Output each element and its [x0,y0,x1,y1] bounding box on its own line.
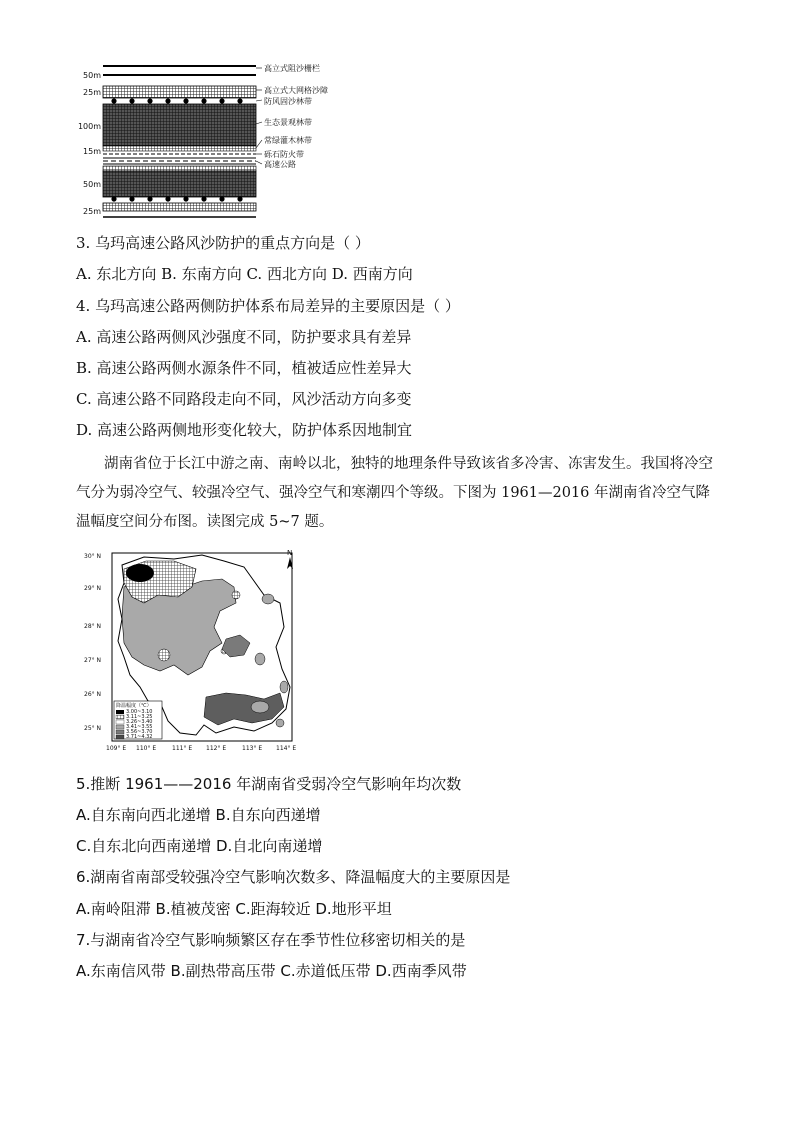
question-3-stem: 3. 乌玛高速公路风沙防护的重点方向是（ ） [76,234,370,252]
intro-paragraph: 湖南省位于长江中游之南、南岭以北，独特的地理条件导致该省多冷害、冻害发生。我国将冷空气分为弱冷空气、较强冷空气、强冷空气和寒潮四个等级。下图为 1961—2016 年湖南省冷空气降温幅度空间分布图。读图完成 5~7 题。 [76,456,713,530]
question-7-stem: 7.与湖南省冷空气影响频繁区存在季节性位移密切相关的是 [76,931,466,949]
band-label: 常绿灌木林带 [264,136,312,145]
hunan-cooling-map [84,547,306,757]
lon-label: 110° E [136,745,157,752]
legend-item: 3.41~3.55 [126,724,153,730]
lon-label: 114° E [276,745,297,752]
lat-label: 27° N [84,657,102,664]
question-4-option: B. 高速公路两侧水源条件不同，植被适应性差异大 [76,359,412,377]
band-label: 高立式阻沙栅栏 [264,64,320,73]
question-4-option: C. 高速公路不同路段走向不同，风沙活动方向多变 [76,390,412,408]
lat-label: 26° N [84,691,102,698]
band-label: 高立式大网格沙障 [264,86,328,95]
band-label: 生态景观林带 [264,118,312,127]
question-5-option: A.自东南向西北递增 B.自东向西递增 [76,806,321,824]
question-5-option: C.自东北向西南递增 D.自北向南递增 [76,837,323,855]
width-label: 15m [83,147,101,156]
question-3-options: A. 东北方向 B. 东南方向 C. 西北方向 D. 西南方向 [76,265,413,283]
legend-item: 3.11~3.25 [126,714,153,720]
question-4-stem: 4. 乌玛高速公路两侧防护体系布局差异的主要原因是（ ） [76,297,460,315]
band-label: 高速公路 [264,160,296,169]
lon-label: 112° E [206,745,227,752]
width-label: 25m [83,88,101,97]
protection-system-diagram [76,58,366,223]
lon-label: 111° E [172,745,193,752]
band-label: 防风固沙林带 [264,97,312,106]
question-6-stem: 6.湖南省南部受较强冷空气影响次数多、降温幅度大的主要原因是 [76,868,511,886]
legend-item: 3.71~4.32 [126,734,153,740]
lat-label: 25° N [84,725,102,732]
width-label: 50m [83,71,101,80]
question-6-options: A.南岭阻滞 B.植被茂密 C.距海较近 D.地形平坦 [76,900,392,918]
question-7-options: A.东南信风带 B.副热带高压带 C.赤道低压带 D.西南季风带 [76,962,467,980]
legend-item: 3.00~3.10 [126,709,153,715]
width-label: 100m [77,122,101,131]
lat-label: 30° N [84,553,102,560]
tree-dots-top [111,98,242,103]
question-4-option: A. 高速公路两侧风沙强度不同，防护要求具有差异 [76,328,412,346]
band-label: 砾石防火带 [264,150,304,159]
hunan-map-svg [84,547,306,757]
north-arrow-icon: N [287,549,293,557]
lon-label: 109° E [106,745,127,752]
legend-item: 3.56~3.70 [126,729,153,735]
legend-title: 降温幅度（℃） [116,703,152,709]
question-4-option: D. 高速公路两侧地形变化较大，防护体系因地制宜 [76,421,413,439]
lat-label: 28° N [84,623,102,630]
width-label: 50m [83,180,101,189]
legend-item: 3.26~3.40 [126,719,153,725]
question-5-stem: 5.推断 1961——2016 年湖南省受弱冷空气影响年均次数 [76,775,462,793]
width-label: 25m [83,207,101,216]
lon-label: 113° E [242,745,263,752]
lat-label: 29° N [84,585,102,592]
protection-system-figure [76,58,366,223]
